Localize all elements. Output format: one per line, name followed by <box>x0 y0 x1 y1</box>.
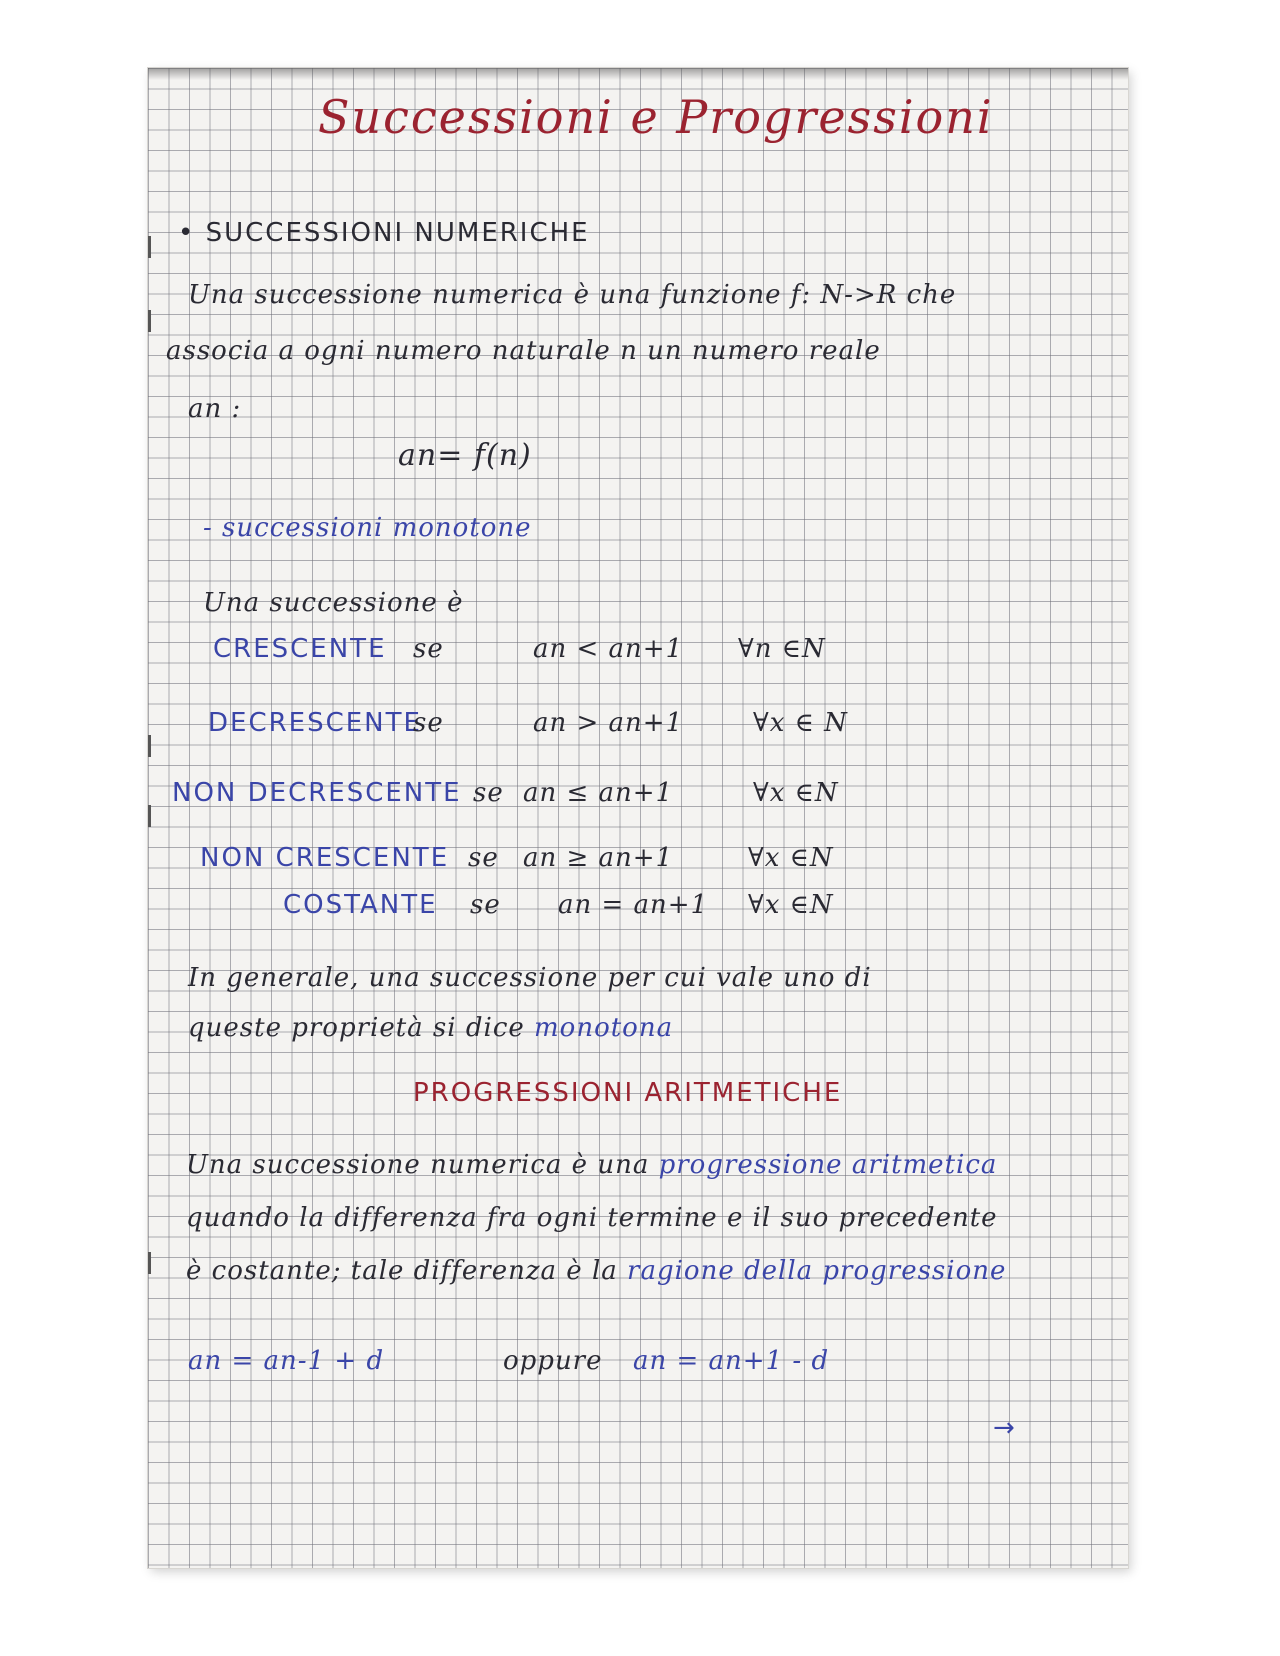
progression-def-line-3-text: è costante; tale differenza è la <box>186 1256 628 1286</box>
margin-tick-3 <box>148 735 151 757</box>
progression-def-line-1-text: Una successione numerica è una <box>186 1150 659 1180</box>
case-non-decrescente-name: NON DECRESCENTE <box>172 778 462 808</box>
monotone-intro: Una successione è <box>203 588 464 618</box>
case-decrescente-relation: an > an+1 <box>533 708 684 738</box>
progression-formula-oppure: oppure <box>503 1346 603 1376</box>
case-costante-se: se <box>470 890 501 920</box>
margin-tick-5 <box>148 1252 151 1274</box>
margin-tick-4 <box>148 805 151 827</box>
section-heading-successioni: • SUCCESSIONI NUMERICHE <box>178 218 590 248</box>
general-note-line-1: In generale, una successione per cui vale uno di <box>188 963 872 993</box>
definition-line-1: Una successione numerica è una funzione f: N->R che <box>188 280 957 310</box>
subheading-monotone: - successioni monotone <box>203 513 532 543</box>
case-costante-relation: an = an+1 <box>558 890 709 920</box>
general-note-line-2: queste proprietà si dice monotona <box>188 1013 674 1043</box>
case-crescente-relation: an < an+1 <box>533 634 684 664</box>
case-costante-name: COSTANTE <box>283 890 438 920</box>
definition-line-2: associa a ogni numero naturale n un numero reale <box>166 336 881 366</box>
next-page-arrow-icon: → <box>993 1413 1015 1443</box>
definition-line-3: an : <box>188 394 242 424</box>
margin-tick-2 <box>148 310 151 332</box>
page-title: Successioni e Progressioni <box>318 90 994 144</box>
case-non-crescente-quant: ∀x ∈N <box>748 843 834 873</box>
case-non-crescente-name: NON CRESCENTE <box>200 843 450 873</box>
case-non-crescente-relation: an ≥ an+1 <box>523 843 674 873</box>
case-non-decrescente-quant: ∀x ∈N <box>753 778 839 808</box>
case-decrescente-se: se <box>413 708 444 738</box>
margin-tick-1 <box>148 236 151 258</box>
progression-def-line-3 <box>186 1256 1006 1286</box>
case-decrescente-name: DECRESCENTE <box>208 708 422 738</box>
notebook-page <box>148 68 1128 1568</box>
case-non-crescente-se: se <box>468 843 499 873</box>
progression-formula-right: an = an+1 - d <box>633 1346 830 1376</box>
case-crescente-se: se <box>413 634 444 664</box>
progression-def-line-2: quando la differenza fra ogni termine e il suo precedente <box>186 1203 998 1233</box>
page-top-shadow <box>148 68 1128 80</box>
case-crescente-name: CRESCENTE <box>213 634 387 664</box>
progression-def-term: progressione aritmetica <box>658 1150 998 1180</box>
general-note-monotona: monotona <box>534 1013 674 1043</box>
progression-def-ragione: ragione della progressione <box>627 1256 1007 1286</box>
case-non-decrescente-se: se <box>473 778 504 808</box>
section-heading-progressioni: PROGRESSIONI ARITMETICHE <box>413 1078 843 1108</box>
formula-an: an= f(n) <box>398 438 532 473</box>
section-heading-text: SUCCESSIONI NUMERICHE <box>205 218 590 248</box>
case-crescente-quant: ∀n ∈N <box>738 634 826 664</box>
case-non-decrescente-relation: an ≤ an+1 <box>523 778 674 808</box>
case-decrescente-quant: ∀x ∈ N <box>753 708 848 738</box>
progression-def-line-1 <box>186 1150 997 1180</box>
case-costante-quant: ∀x ∈N <box>748 890 834 920</box>
progression-formula-left: an = an-1 + d <box>188 1346 385 1376</box>
